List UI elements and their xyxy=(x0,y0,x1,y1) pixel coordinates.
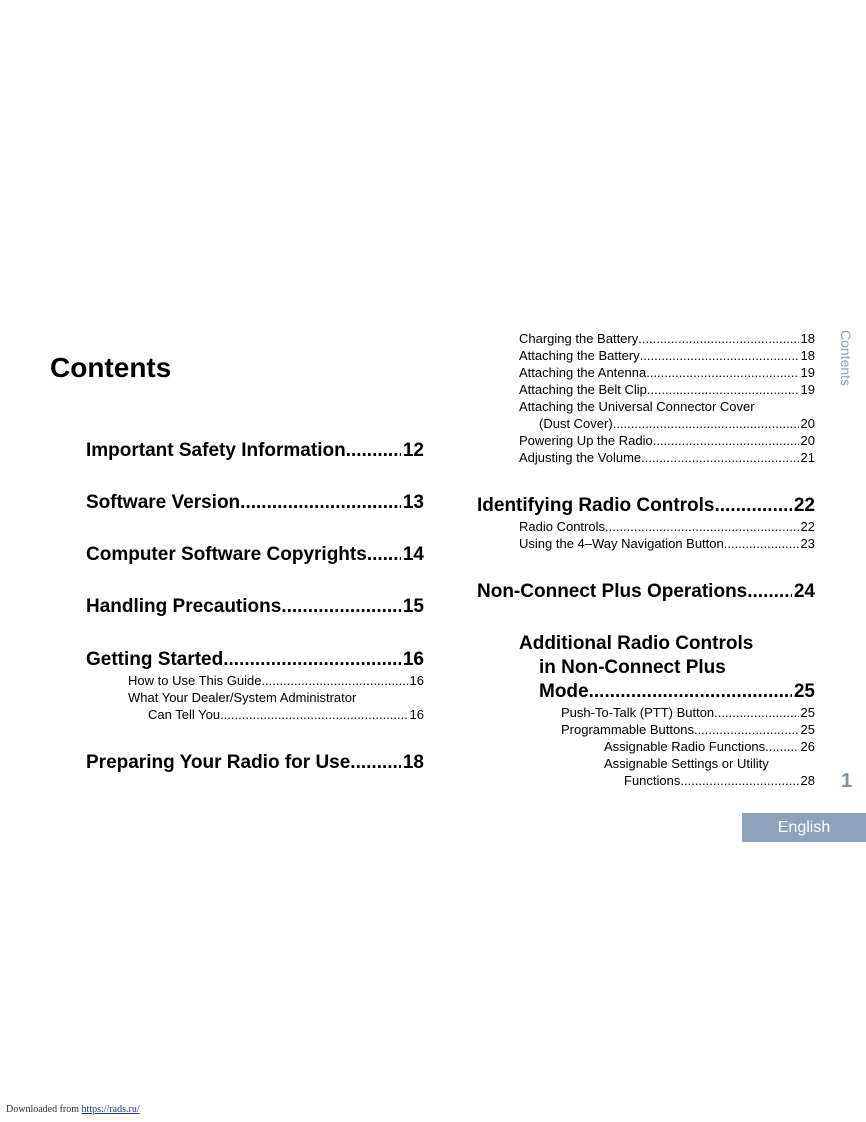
toc-entry-dealer[interactable] xyxy=(148,707,424,724)
toc-page-number: 18 xyxy=(800,331,815,346)
footer-link[interactable]: https://rads.ru/ xyxy=(81,1104,140,1115)
toc-page-number: 12 xyxy=(402,440,424,461)
side-tab-contents: Contents xyxy=(838,330,854,387)
toc-entry-title: Important Safety Information xyxy=(86,440,346,461)
toc-leader-dots xyxy=(694,722,799,737)
toc-entry-navigation[interactable] xyxy=(519,536,815,553)
toc-leader-dots xyxy=(640,348,799,363)
toc-entry-how-to-use[interactable] xyxy=(128,673,424,690)
toc-leader-dots xyxy=(240,492,401,514)
toc-page-number: 13 xyxy=(402,492,424,513)
toc-leader-dots xyxy=(714,705,798,720)
toc-entry-assignable-settings[interactable] xyxy=(624,773,815,790)
toc-page-number: 20 xyxy=(800,416,815,431)
toc-entry-dealer-line1[interactable]: What Your Dealer/System Administrator xyxy=(128,690,357,705)
toc-entry-title: Using the 4–Way Navigation Button xyxy=(519,536,724,551)
toc-leader-dots xyxy=(346,440,401,462)
toc-entry-software-version[interactable] xyxy=(86,492,424,518)
toc-entry-programmable[interactable] xyxy=(561,722,815,739)
toc-entry-attaching-battery[interactable] xyxy=(519,348,815,365)
toc-entry-identifying[interactable] xyxy=(477,495,815,521)
toc-entry-title: Attaching the Battery xyxy=(519,348,640,363)
toc-entry-title: Can Tell You xyxy=(148,707,221,722)
toc-leader-dots xyxy=(641,450,798,465)
page-title: Contents xyxy=(50,352,172,383)
toc-entry-radio-controls[interactable] xyxy=(519,519,815,536)
toc-entry-title: Software Version xyxy=(86,492,241,513)
toc-entry-title: Functions xyxy=(624,773,681,788)
toc-page-number: 20 xyxy=(800,433,815,448)
footer-prefix: Downloaded from xyxy=(6,1104,80,1115)
toc-leader-dots xyxy=(647,382,799,397)
page-number: 1 xyxy=(841,770,853,792)
download-footer xyxy=(6,1104,140,1115)
toc-entry-title: Preparing Your Radio for Use xyxy=(86,752,351,773)
toc-entry-important-safety[interactable] xyxy=(86,440,424,466)
toc-page-number: 19 xyxy=(800,365,815,380)
toc-page-number: 18 xyxy=(402,752,424,773)
toc-entry-title: Powering Up the Radio xyxy=(519,433,653,448)
toc-entry-title: Programmable Buttons xyxy=(561,722,694,737)
toc-entry-title: Mode xyxy=(539,681,589,702)
toc-page-number: 21 xyxy=(800,450,815,465)
toc-entry-title: Identifying Radio Controls xyxy=(477,495,715,516)
toc-entry-non-connect[interactable] xyxy=(477,581,815,607)
toc-page-number: 23 xyxy=(800,536,815,551)
toc-leader-dots xyxy=(715,495,792,517)
toc-entry-additional-line1[interactable]: Additional Radio Controls xyxy=(519,633,754,654)
toc-leader-dots xyxy=(724,536,799,551)
toc-entry-additional[interactable] xyxy=(539,681,815,707)
toc-entry-title: Getting Started xyxy=(86,649,224,670)
toc-page-number: 16 xyxy=(409,707,424,722)
toc-entry-assignable-radio[interactable] xyxy=(604,739,815,756)
toc-leader-dots xyxy=(653,433,799,448)
toc-entry-universal[interactable] xyxy=(539,416,815,433)
toc-page-number: 28 xyxy=(800,773,815,788)
toc-entry-handling[interactable] xyxy=(86,596,424,622)
toc-entry-charging[interactable] xyxy=(519,331,815,348)
toc-entry-title: Attaching the Belt Clip xyxy=(519,382,647,397)
toc-entry-title: Charging the Battery xyxy=(519,331,639,346)
toc-entry-title: How to Use This Guide xyxy=(128,673,262,688)
toc-entry-title: Handling Precautions xyxy=(86,596,282,617)
toc-page-number: 14 xyxy=(402,544,424,565)
toc-leader-dots xyxy=(765,739,798,754)
toc-entry-additional-line2[interactable]: in Non-Connect Plus xyxy=(539,657,726,678)
toc-leader-dots xyxy=(680,773,798,788)
toc-page-number: 16 xyxy=(402,649,424,670)
toc-entry-powering[interactable] xyxy=(519,433,815,450)
toc-leader-dots xyxy=(367,544,401,566)
toc-leader-dots xyxy=(589,681,792,703)
toc-page-number: 15 xyxy=(402,596,424,617)
toc-page-number: 18 xyxy=(800,348,815,363)
toc-page-number: 25 xyxy=(800,705,815,720)
toc-entry-assignable-settings-line1[interactable]: Assignable Settings or Utility xyxy=(604,756,769,771)
toc-page-number: 22 xyxy=(800,519,815,534)
toc-entry-title: Push-To-Talk (PTT) Button xyxy=(561,705,715,720)
toc-entry-getting-started[interactable] xyxy=(86,649,424,675)
toc-leader-dots xyxy=(281,596,401,618)
toc-entry-attaching-antenna[interactable] xyxy=(519,365,815,382)
toc-entry-title: Radio Controls xyxy=(519,519,605,534)
toc-leader-dots xyxy=(350,752,401,774)
toc-entry-title: (Dust Cover) xyxy=(539,416,613,431)
toc-leader-dots xyxy=(261,673,407,688)
toc-page-number: 19 xyxy=(800,382,815,397)
language-tab: English xyxy=(742,813,866,842)
toc-entry-universal-line1[interactable]: Attaching the Universal Connector Cover xyxy=(519,399,755,414)
toc-entry-title: Attaching the Antenna xyxy=(519,365,647,380)
toc-entry-volume[interactable] xyxy=(519,450,815,467)
toc-entry-copyrights[interactable] xyxy=(86,544,424,570)
toc-page-number: 25 xyxy=(793,681,815,702)
toc-entry-ptt[interactable] xyxy=(561,705,815,722)
toc-leader-dots xyxy=(747,581,792,603)
toc-leader-dots xyxy=(605,519,799,534)
toc-entry-title: Computer Software Copyrights xyxy=(86,544,367,565)
toc-page-number: 24 xyxy=(793,581,815,602)
toc-entry-title: Assignable Radio Functions xyxy=(604,739,766,754)
toc-leader-dots xyxy=(220,707,407,722)
toc-leader-dots xyxy=(613,416,799,431)
toc-entry-title: Adjusting the Volume xyxy=(519,450,642,465)
toc-page-number: 16 xyxy=(409,673,424,688)
toc-page-number: 25 xyxy=(800,722,815,737)
toc-page-number: 22 xyxy=(793,495,815,516)
toc-leader-dots xyxy=(646,365,798,380)
toc-page-number: 26 xyxy=(800,739,815,754)
toc-entry-attaching-clip[interactable] xyxy=(519,382,815,399)
toc-leader-dots xyxy=(638,331,798,346)
toc-entry-preparing[interactable] xyxy=(86,752,424,778)
toc-entry-title: Non-Connect Plus Operations xyxy=(477,581,748,602)
toc-leader-dots xyxy=(223,649,401,671)
